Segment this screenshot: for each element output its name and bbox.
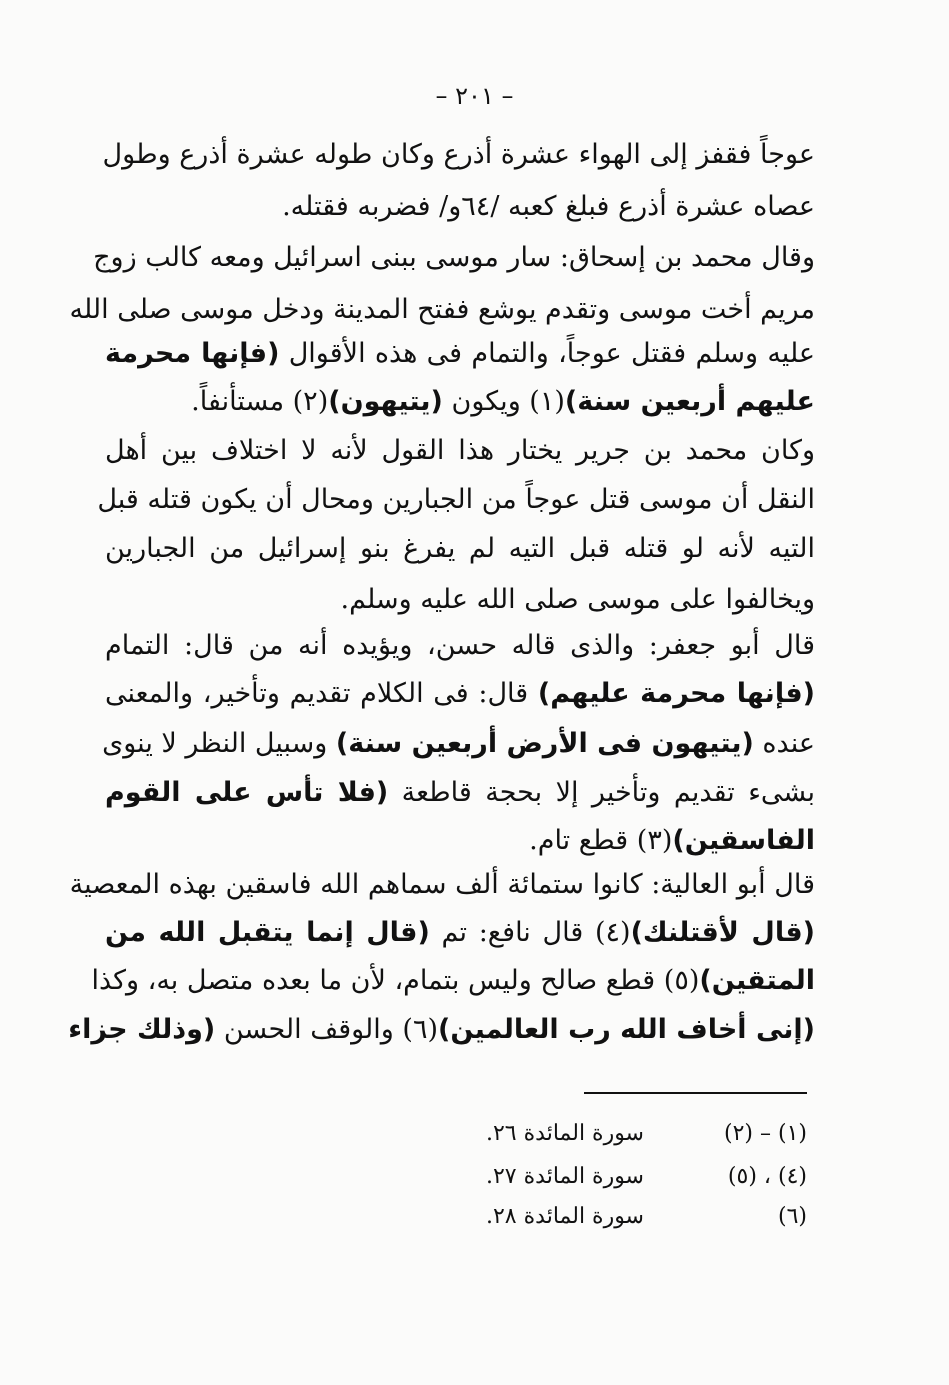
- quran-quote: (وذلك جزاء: [68, 1014, 216, 1045]
- text-line: [93, 234, 815, 282]
- quran-quote: المتقين): [699, 965, 815, 996]
- text-line: [105, 576, 815, 624]
- text-line: [105, 622, 815, 670]
- text-span: قال أبو جعفر: والذى قاله حسن، ويؤيده أنه من قال: التمام: [105, 630, 815, 661]
- text-span: عصاه عشرة أذرع فبلغ كعبه /٦٤و/ فضربه فقتله.: [282, 191, 815, 222]
- text-line: [105, 330, 815, 378]
- quran-quote: (فإنها محرمة عليهم): [537, 678, 815, 709]
- text-span: وسبيل النظر لا ينوى: [102, 728, 336, 759]
- quran-quote: (إنى أخاف الله رب العالمين): [438, 1014, 815, 1045]
- text-line: [68, 1006, 815, 1054]
- text-line: [69, 286, 815, 334]
- text-span: (٥) قطع صالح وليس بتمام، لأن ما بعده متصل به، وكذا: [91, 965, 700, 996]
- quran-quote: (يتيهون): [328, 386, 443, 417]
- footnote-ref: (١) – (٢): [724, 1121, 807, 1146]
- text-line: [105, 525, 815, 573]
- text-span: عوجاً فقفز إلى الهواء عشرة أذرع وكان طوله عشرة أذرع وطول: [102, 139, 815, 170]
- text-span: مريم أخت موسى وتقدم يوشع ففتح المدينة ودخل موسى صلى الله: [69, 294, 815, 325]
- text-line: [105, 909, 815, 957]
- page-number: – ٢٠١ –: [435, 82, 514, 110]
- quran-quote: (قال لأقتلنك): [630, 917, 815, 948]
- text-span: عليه وسلم فقتل عوجاً، والتمام فى هذه الأقوال: [279, 338, 815, 369]
- text-line: [105, 769, 815, 817]
- text-span: (٢) مستأنفاً.: [191, 386, 329, 417]
- footnote-text: سورة المائدة ٢٦.: [485, 1121, 644, 1146]
- text-span: قال أبو العالية: كانوا ستمائة ألف سماهم الله فاسقين بهذه المعصية: [69, 869, 815, 900]
- text-line: [102, 720, 815, 768]
- text-line: [69, 861, 815, 909]
- footnote-text: سورة المائدة ٢٧.: [485, 1164, 644, 1189]
- text-span: قال: فى الكلام تقديم وتأخير، والمعنى: [105, 678, 538, 709]
- quran-quote: الفاسقين): [672, 825, 815, 856]
- text-line: [102, 131, 815, 179]
- text-line: [105, 183, 815, 231]
- footnote-ref: (٦): [777, 1204, 807, 1229]
- text-span: (٤) قال نافع: تم: [429, 917, 631, 948]
- text-span: وقال محمد بن إسحاق: سار موسى ببنى اسرائيل ومعه كالب زوج: [93, 242, 815, 273]
- text-span: (١) ويكون: [442, 386, 565, 417]
- text-span: التيه لأنه لو قتله قبل التيه لم يفرغ بنو إسرائيل من الجبارين: [105, 533, 815, 564]
- text-span: وكان محمد بن جرير يختار هذا القول لأنه لا اختلاف بين أهل: [105, 435, 815, 466]
- text-line: [105, 427, 815, 475]
- text-line: [105, 670, 815, 718]
- footnote-ref: (٤) ، (٥): [727, 1164, 807, 1189]
- quran-quote: (قال إنما يتقبل الله من: [105, 917, 430, 948]
- text-line: [105, 378, 815, 426]
- footnote-text: سورة المائدة ٢٨.: [485, 1204, 644, 1229]
- text-span: ويخالفوا على موسى صلى الله عليه وسلم.: [340, 584, 815, 615]
- quran-quote: (فإنها محرمة: [105, 338, 280, 369]
- text-span: النقل أن موسى قتل عوجاً من الجبارين ومحال أن يكون قتله قبل: [97, 484, 815, 515]
- quran-quote: عليهم أربعين سنة): [564, 386, 815, 417]
- text-line: [91, 957, 815, 1005]
- footnote-separator: [584, 1092, 807, 1094]
- text-span: بشىء تقديم وتأخير إلا بحجة قاطعة: [388, 777, 816, 808]
- quran-quote: (فلا تأس على القوم: [105, 777, 389, 808]
- quran-quote: (يتيهون فى الأرض أربعين سنة): [335, 728, 754, 759]
- text-span: عنده: [753, 728, 815, 759]
- text-line: [97, 476, 815, 524]
- text-span: (٣) قطع تام.: [529, 825, 673, 856]
- text-line: [105, 817, 815, 865]
- text-span: (٦) والوقف الحسن: [215, 1014, 438, 1045]
